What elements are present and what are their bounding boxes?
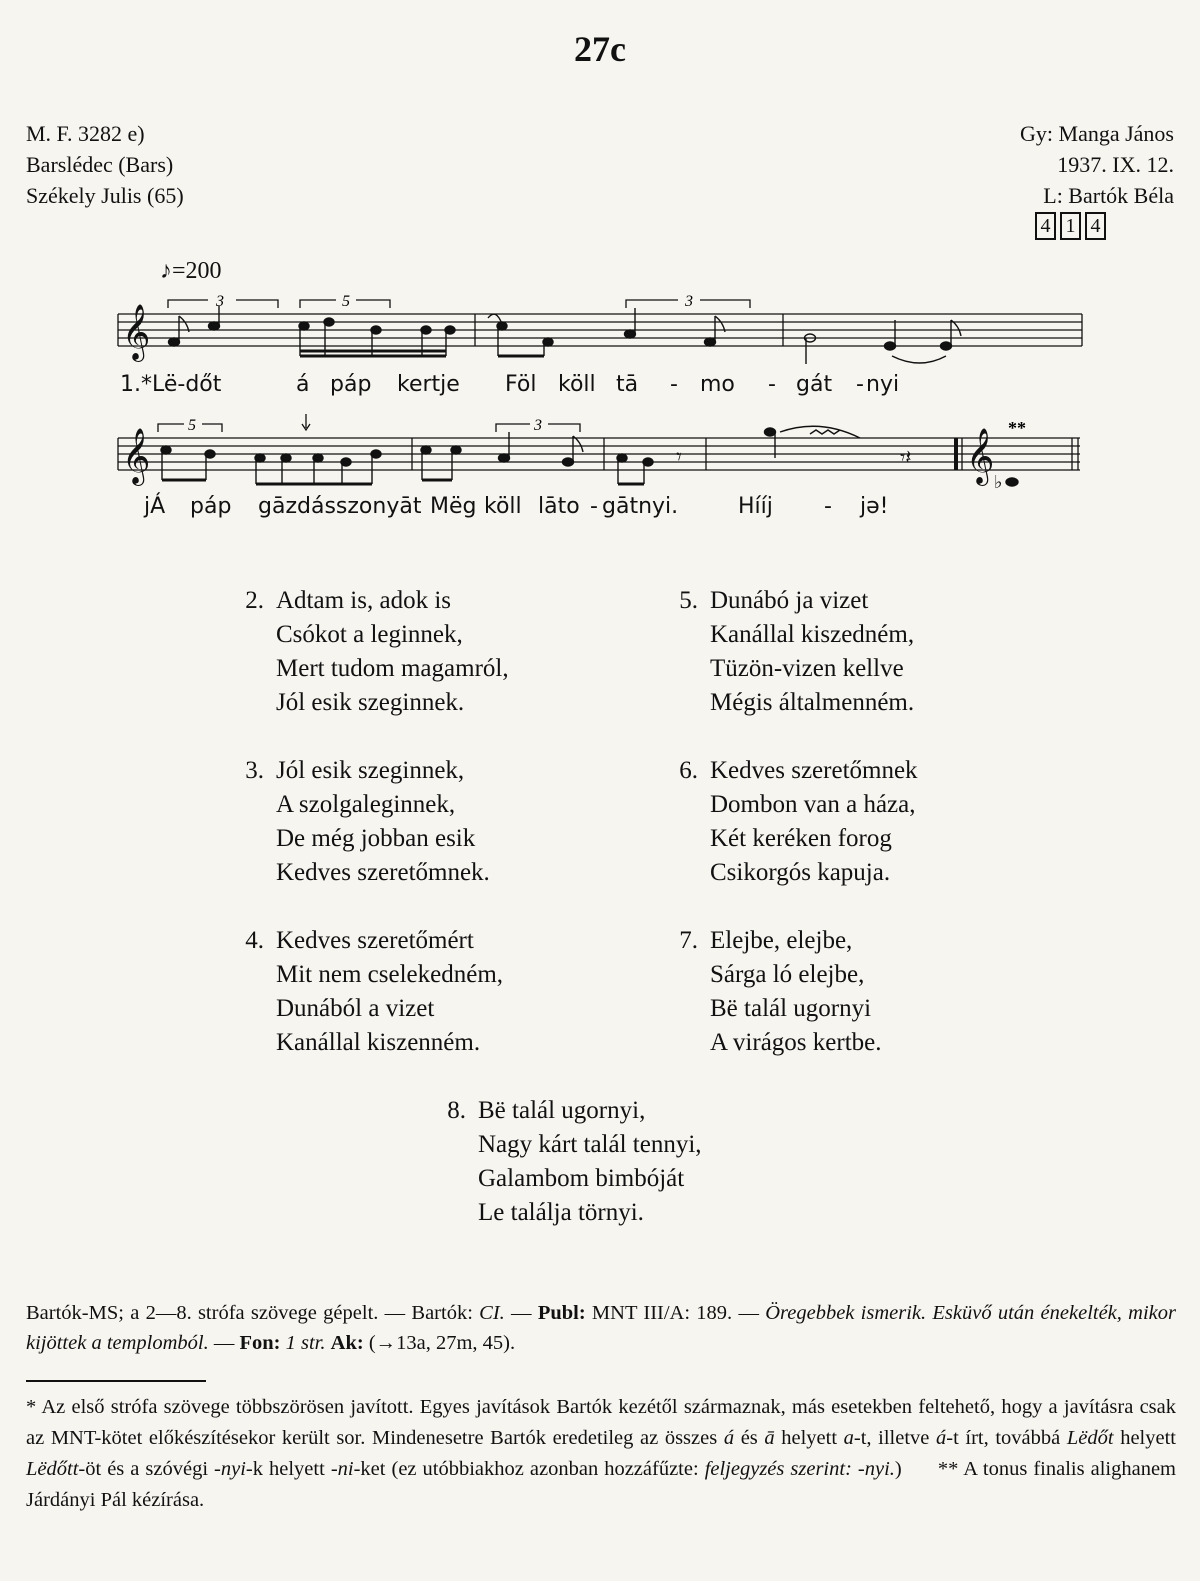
- footnote-text: -t írt, továbbá: [946, 1427, 1067, 1449]
- verse-line: Elejbe, elejbe,: [710, 927, 853, 954]
- location: Barslédec (Bars): [26, 152, 174, 177]
- syllable: -: [824, 494, 832, 519]
- footnote-text: ā: [764, 1427, 775, 1449]
- verse-line: Le találja törnyi.: [478, 1199, 644, 1226]
- box-2: 1: [1060, 212, 1081, 240]
- note-label: Publ:: [537, 1302, 586, 1324]
- stanza-number: 8.: [447, 1097, 466, 1124]
- syllable: jÁ: [144, 494, 166, 519]
- note-text: CI.: [479, 1302, 505, 1324]
- verse-line: Adtam is, adok is: [276, 587, 451, 614]
- verse-line: Csókot a leginnek,: [276, 621, 463, 648]
- footnote-text: ) ** A tonus finalis alighanem Járdányi Pál kézírása.: [26, 1458, 1182, 1511]
- footnote-text: -ket (ez utóbbiakhoz azonban hozzáfűzte:: [353, 1458, 705, 1480]
- verse-line: Nagy kárt talál tennyi,: [478, 1131, 702, 1158]
- staff-line-1: [110, 290, 1090, 370]
- footnote-text: -öt és a szóvégi: [78, 1458, 215, 1480]
- syllable: tā: [616, 372, 639, 397]
- footnote-divider: [26, 1380, 206, 1382]
- footnote-text: Lëdőt: [1066, 1427, 1114, 1449]
- footnote-text: -k helyett: [245, 1458, 331, 1480]
- verse-line: Dunábó ja vizet: [710, 587, 869, 614]
- collector-info: [1020, 118, 1174, 211]
- verse-line: Galambom bimbóját: [478, 1165, 685, 1192]
- verse-line: Kedves szeretőmnek.: [276, 859, 490, 886]
- syllable: Föl: [505, 372, 537, 397]
- stanza-number: 5.: [679, 587, 698, 614]
- verse-line: Kedves szeretőmnek: [710, 757, 918, 784]
- note-text: MNT III/A: 189. —: [585, 1302, 766, 1324]
- tempo-value: =200: [172, 258, 222, 284]
- syllable: -: [590, 494, 598, 519]
- footnote-text: Lëdőtt: [26, 1458, 79, 1480]
- note-text: —: [208, 1332, 240, 1354]
- footnote: [26, 1392, 1182, 1516]
- footnote-text: -ni: [330, 1458, 354, 1480]
- footnote-text: a: [843, 1427, 854, 1449]
- syllable: Hííj: [738, 494, 773, 519]
- stanza-number: 3.: [245, 757, 264, 784]
- stanza-6: [679, 754, 918, 890]
- syllable: gát: [796, 372, 833, 397]
- tuplet-5-b: 5: [188, 417, 196, 434]
- syllable: -: [768, 372, 776, 397]
- syllable: -: [670, 372, 678, 397]
- syllable: köll: [558, 372, 596, 397]
- stanza-5: [679, 584, 915, 720]
- stanza-number: 2.: [245, 587, 264, 614]
- verse-line: Bë talál ugornyi,: [478, 1097, 646, 1124]
- syllable: jə!: [860, 494, 889, 519]
- footnote-text: * Az első strófa szövege többszörösen javított. Egyes javítások Bartók kezétől származnak, más esetekben feltehető, hogy a javításra csak az MNT-kötet előkészítésekor került sor. Mindenesetre Bartók eredetileg az összes: [26, 1396, 1176, 1449]
- syllable: kertje: [397, 372, 460, 397]
- note-text: Bartók-MS; a 2—8. strófa szövege gépelt. — Bartók:: [26, 1302, 480, 1324]
- verse-line: Csikorgós kapuja.: [710, 859, 891, 886]
- note-label: Fon:: [239, 1332, 281, 1354]
- footnote-text: helyett: [1113, 1427, 1176, 1449]
- syllable: gātnyi.: [602, 494, 679, 519]
- syllable: nyi: [866, 372, 900, 397]
- note-label: Ak:: [330, 1332, 364, 1354]
- treble-clef-icon: 𝄞: [966, 428, 995, 484]
- verse-line: Sárga ló elejbe,: [710, 961, 865, 988]
- note-text: —: [504, 1302, 538, 1324]
- verse-line: Bë talál ugornyi: [710, 995, 872, 1022]
- flat-icon: ♭: [994, 472, 1003, 492]
- final-mark: **: [1008, 418, 1026, 438]
- rest-icon: 𝄾𝄽: [900, 447, 912, 469]
- verse-line: Két keréken forog: [710, 825, 892, 852]
- footnote-text: és: [734, 1427, 765, 1449]
- syllable: gāzdásszonyāt: [258, 494, 422, 519]
- footnote-text: -nyi: [214, 1458, 246, 1480]
- syllable: mo: [700, 372, 735, 397]
- tempo-marking: [160, 258, 222, 285]
- verse-line: A virágos kertbe.: [710, 1029, 882, 1056]
- syllable: Mëg: [430, 494, 477, 519]
- collector: Gy: Manga János: [1020, 121, 1174, 146]
- syllable: páp: [330, 372, 372, 397]
- box-1: 4: [1035, 212, 1056, 240]
- stanza-4: [245, 924, 504, 1060]
- stanza-2: [245, 584, 509, 720]
- footnote-text: helyett: [774, 1427, 844, 1449]
- verse-line: Jól esik szeginnek,: [276, 757, 465, 784]
- tuplet-3-b: 3: [685, 293, 693, 310]
- staff-line-2: [110, 404, 1090, 494]
- stanza-8: [447, 1094, 702, 1230]
- stanza-number: 7.: [679, 927, 698, 954]
- page-title: 27c: [574, 29, 626, 69]
- note-text: (→13a, 27m, 45).: [363, 1332, 516, 1354]
- treble-clef-icon: 𝄞: [122, 304, 151, 360]
- footnote-text: á: [936, 1427, 947, 1449]
- source-notes: [26, 1298, 1176, 1358]
- syllable: á: [296, 372, 310, 397]
- note-text: 1 str.: [285, 1332, 326, 1354]
- verse-line: A szolgaleginnek,: [276, 791, 456, 818]
- verse-line: Dombon van a háza,: [710, 791, 916, 818]
- note-text: Öregebbek ismerik. Esküvő után énekelték, mikor kijöttek a templomból.: [26, 1302, 1176, 1354]
- stanza-7: [679, 924, 882, 1060]
- verse-line: Mit nem cselekedném,: [276, 961, 504, 988]
- verse-line: Kanállal kiszenném.: [276, 1029, 481, 1056]
- syllable: köll: [484, 494, 522, 519]
- collection-date: 1937. IX. 12.: [1057, 152, 1174, 177]
- footnote-text: feljegyzés szerint: -nyi.: [704, 1458, 895, 1480]
- verse-line: Dunából a vizet: [276, 995, 435, 1022]
- verse-line: Kedves szeretőmért: [276, 927, 474, 954]
- syllable: páp: [190, 494, 232, 519]
- structure-boxes: [1035, 212, 1106, 240]
- tuplet-5: 5: [342, 293, 350, 310]
- syllable: -: [856, 372, 864, 397]
- source-info: [26, 118, 184, 211]
- verse-line: Jól esik szeginnek.: [276, 689, 465, 716]
- verse-line: Kanállal kiszedném,: [710, 621, 915, 648]
- footnote-text: á: [723, 1427, 735, 1449]
- syllable: lāto: [538, 494, 580, 519]
- catalog-number: M. F. 3282 e): [26, 121, 145, 146]
- stanza-3: [245, 754, 490, 890]
- rest-icon: 𝄾: [676, 444, 682, 469]
- tuplet-3-a: 3: [216, 293, 224, 310]
- verse-line: Tüzön-vizen kellve: [710, 655, 904, 682]
- verse-line: De még jobban esik: [276, 825, 476, 852]
- eighth-note-icon: ♪: [160, 258, 172, 284]
- syllable: 1.*Lë-dőt: [120, 372, 222, 397]
- transcriber: L: Bartók Béla: [1043, 183, 1174, 208]
- singer: Székely Julis (65): [26, 183, 184, 208]
- stanza-number: 6.: [679, 757, 698, 784]
- box-3: 4: [1085, 212, 1106, 240]
- footnote-text: -t, illetve: [853, 1427, 937, 1449]
- verse-line: Mégis általmenném.: [710, 689, 915, 716]
- tuplet-3-c: 3: [534, 417, 542, 434]
- stanza-number: 4.: [245, 927, 264, 954]
- treble-clef-icon: 𝄞: [122, 428, 151, 484]
- verse-line: Mert tudom magamról,: [276, 655, 509, 682]
